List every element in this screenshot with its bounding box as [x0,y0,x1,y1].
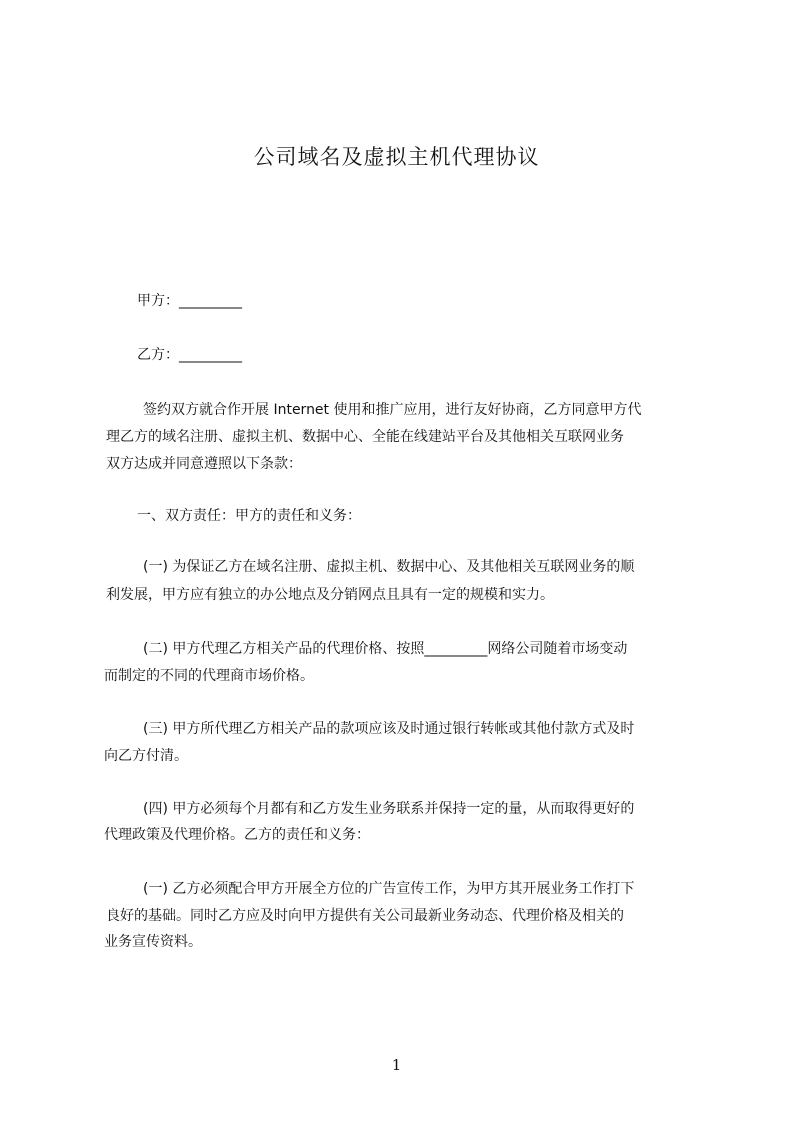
clause-2-line-2: 而制定的不同的代理商市场价格。 [104,668,314,684]
clause-5-line-1: (一) 乙方必须配合甲方开展全方位的广告宣传工作，为甲方其开展业务工作打下 [143,881,635,897]
document-title: 公司域名及虚拟主机代理协议 [253,145,540,169]
clause-5-line-3: 业务宣传资料。 [104,934,202,950]
clause-3-line-2: 向乙方付清。 [104,748,188,764]
party-a-line: 甲方：_________ [137,293,242,309]
clause-2-line-1: (二) 甲方代理乙方相关产品的代理价格、按照_________网络公司随着市场变动 [143,641,628,657]
page-number: 1 [391,1056,402,1074]
intro-line-3: 双方达成并同意遵照以下条款： [106,456,302,472]
clause-3-line-1: (三) 甲方所代理乙方相关产品的款项应该及时通过银行转帐或其他付款方式及时 [143,721,635,737]
intro-line-1: 签约双方就合作开展 Internet 使用和推广应用，进行友好协商，乙方同意甲方代 [143,402,642,418]
clause-4-line-2: 代理政策及代理价格。乙方的责任和义务： [104,827,370,843]
party-b-line: 乙方：_________ [137,347,242,363]
clause-4-line-1: (四) 甲方必须每个月都有和乙方发生业务联系并保持一定的量，从而取得更好的 [143,801,635,817]
section-heading: 一、双方责任：甲方的责任和义务： [137,508,361,524]
clause-1-line-2: 利发展，甲方应有独立的办公地点及分销网点且具有一定的规模和实力。 [106,587,554,603]
clause-5-line-2: 良好的基础。同时乙方应及时向甲方提供有关公司最新业务动态、代理价格及相关的 [106,908,624,924]
clause-1-line-1: (一) 为保证乙方在域名注册、虚拟主机、数据中心、及其他相关互联网业务的顺 [143,559,635,575]
intro-line-2: 理乙方的域名注册、虚拟主机、数据中心、全能在线建站平台及其他相关互联网业务 [106,429,624,445]
